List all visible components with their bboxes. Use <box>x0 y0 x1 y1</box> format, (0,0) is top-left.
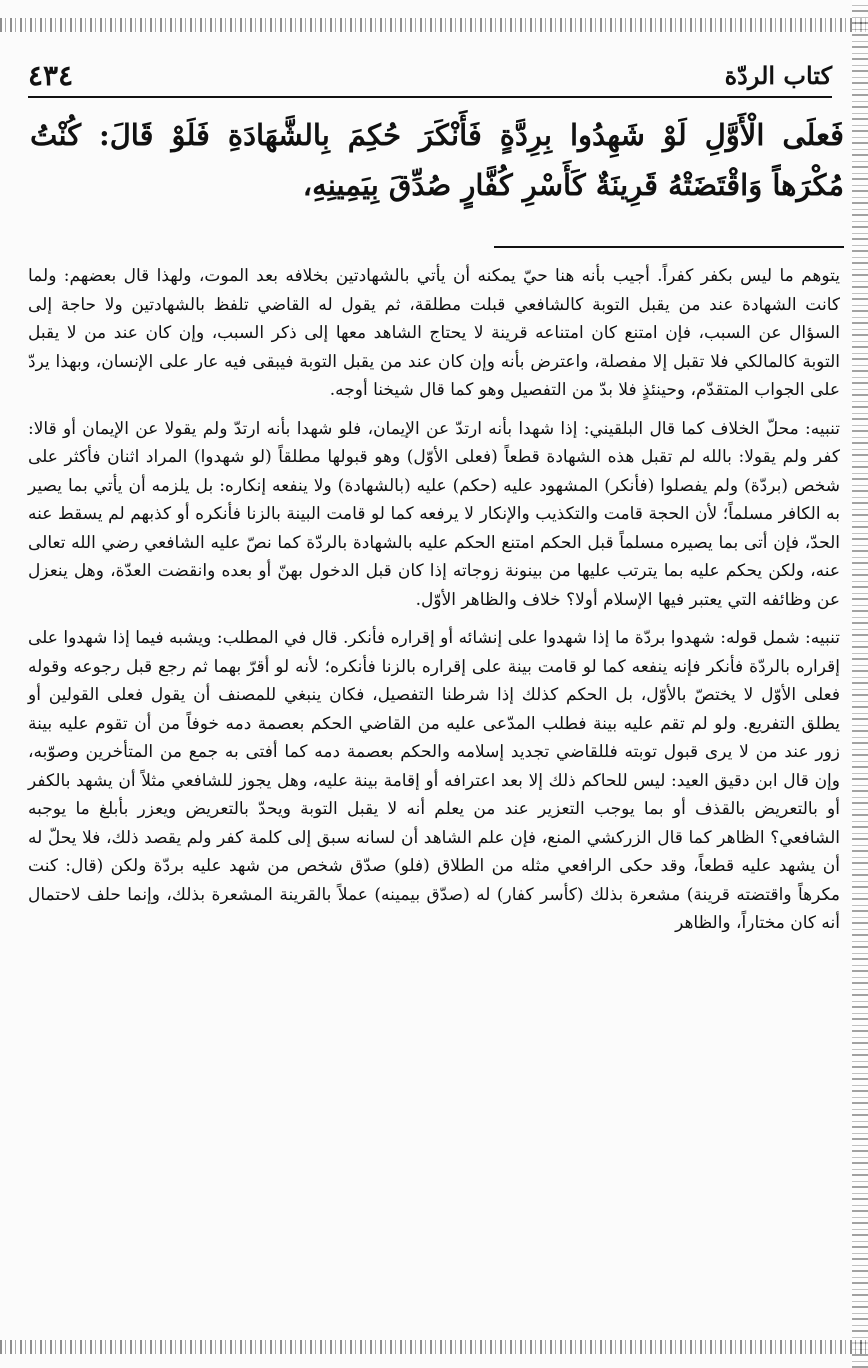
commentary-text <box>28 262 840 1318</box>
main-text: فَعلَى الْأَوَّلِ لَوْ شَهِدُوا بِرِدَّةٍ فَأَنْكَرَ حُكِمَ بِالشَّهَادَةِ فَلَوْ قَالَ: كُنْتُ مُكْرَهاً وَاقْتَضَتْهُ قَرِينَةٌ كَأَسْرِ كُفَّارٍ صُدِّقَ بِيَمِينِهِ، <box>30 118 844 202</box>
right-scan-border <box>852 0 868 1368</box>
commentary-paragraph: يتوهم ما ليس بكفر كفراً. أجيب بأنه هنا حيّ يمكنه أن يأتي بالشهادتين بخلافه بعد الموت، ولهذا قال بعضهم: ولما كانت الشهادة عند من يقبل التوبة كالشافعي قبلت مطلقة، ثم يقول له القاضي تلفظ بالشهادتين ولا حاجة إلى السؤال عن السبب، فإن امتنع كان امتناعه قرينة لا يحتاج الشاهد معها إلى ذكر السبب، وإن كان عند من لا يقبل التوبة كالمالكي فلا تقبل إلا مفصلة، واعترض بأنه وإن كان عند من يقبل التوبة فيبقى فيه عار على الإنسان، وبهذا يردّ على الجواب المتقدّم، وحينئذٍ فلا بدّ من التفصيل وهو كما قال شيخنا أوجه. <box>28 266 841 400</box>
commentary-paragraph: تنبيه: محلّ الخلاف كما قال البلقيني: إذا شهدا بأنه ارتدّ عن الإيمان، فلو شهدا بأنه ارتدّ ولم يقولا عن الإيمان أو قالا: كفر ولم يقولا: بالله لم تقبل هذه الشهادة قطعاً (فعلى الأوّل) وهو قبولها مطلقاً (لو شهدوا) المراد اثنان فأكثر على شخص (بردّة) ولم يفصلوا (فأنكر) المشهود عليه (حكم) عليه (بالشهادة) ولا ينفعه إنكاره: بل يلزمه أن يأتي بما يصير به الكافر مسلماً؛ لأن الحجة قامت والتكذيب والإنكار لا يرفعه كما لو قامت البينة بالزنا فأنكره أو كذبهم لم يسقط عنه الحدّ، فإن أتى بما يصيره مسلماً قبل الحكم امتنع الحكم عليه بالشهادة بالردّة كما نصّ عليه الشافعي رضي الله تعالى عنه، ولكن يحكم عليه بما يترتب عليها من بينونة زوجاته إذا كان قبل الدخول بهنّ أو بعده وانقضت العدّة، وهل ينعزل عن وظائفه التي يعتبر فيها الإسلام أولا؟ خلاف والظاهر الأوّل. <box>28 418 840 610</box>
page-number: ٤٣٤ <box>28 59 74 92</box>
commentary-paragraph: تنبيه: شمل قوله: شهدوا بردّة ما إذا شهدوا على إنشائه أو إقراره فأنكر. قال في المطلب: ويشبه فيما إذا شهدوا على إقراره بالردّة فأنكر فإنه ينفعه كما لو قامت بينة على إقراره بالزنا فأنكره؛ لأنه لو أقرّ بهما ثم رجع قبل رجوعه وقوله فعلى الأوّل لا يختصّ بالأوّل، بل الحكم كذلك إذا شرطنا التفصيل، فكان ينبغي للمصنف أن يقول فعلى القولين أو يطلق التفريع. ولو لم تقم عليه بينة فطلب المدّعى عليه من القاضي الحكم بعصمة دمه خوفاً من أن تقوم عليه بينة زور عند من لا يرى قبول توبته فللقاضي تجديد إسلامه والحكم بعصمة دمه كما أفتى به جمع من المتأخرين وصوّبه، وإن قال ابن دقيق العيد: ليس للحاكم ذلك إلا بعد اعترافه أو إقامة بينة عليه، وهل يجوز للشافعي مثلاً أن يشهد بالكفر أو بالتعريض بالقذف أو بما يوجب التعزير عند من يعلم أنه لا يقبل التوبة ويحدّ بالتعريض ويعزر بأبلغ ما يوجبه الشافعي؟ الظاهر كما قال الزركشي المنع، فإن علم الشاهد أن لسانه سبق إلى كلمة كفر ولم يقصد ذلك، فلا يحلّ له أن يشهد عليه قطعاً، وقد حكى الرافعي مثله من الطلاق (فلو) صدّق شخص من شهد عليه بردّة ولكن (قال: كنت مكرهاً واقتضته قرينة) مشعرة بذلك (كأسر كفار) له (صدّق بيمينه) عملاً بالقرينة المشعرة بذلك، وإنما حلف لاحتمال أنه كان مختاراً، والظاهر <box>28 628 840 933</box>
top-scan-border <box>0 18 868 32</box>
main-text-divider <box>494 246 844 248</box>
chapter-title: كتاب الردّة <box>724 61 832 90</box>
bottom-scan-border <box>0 1340 868 1354</box>
page-header <box>28 56 832 98</box>
